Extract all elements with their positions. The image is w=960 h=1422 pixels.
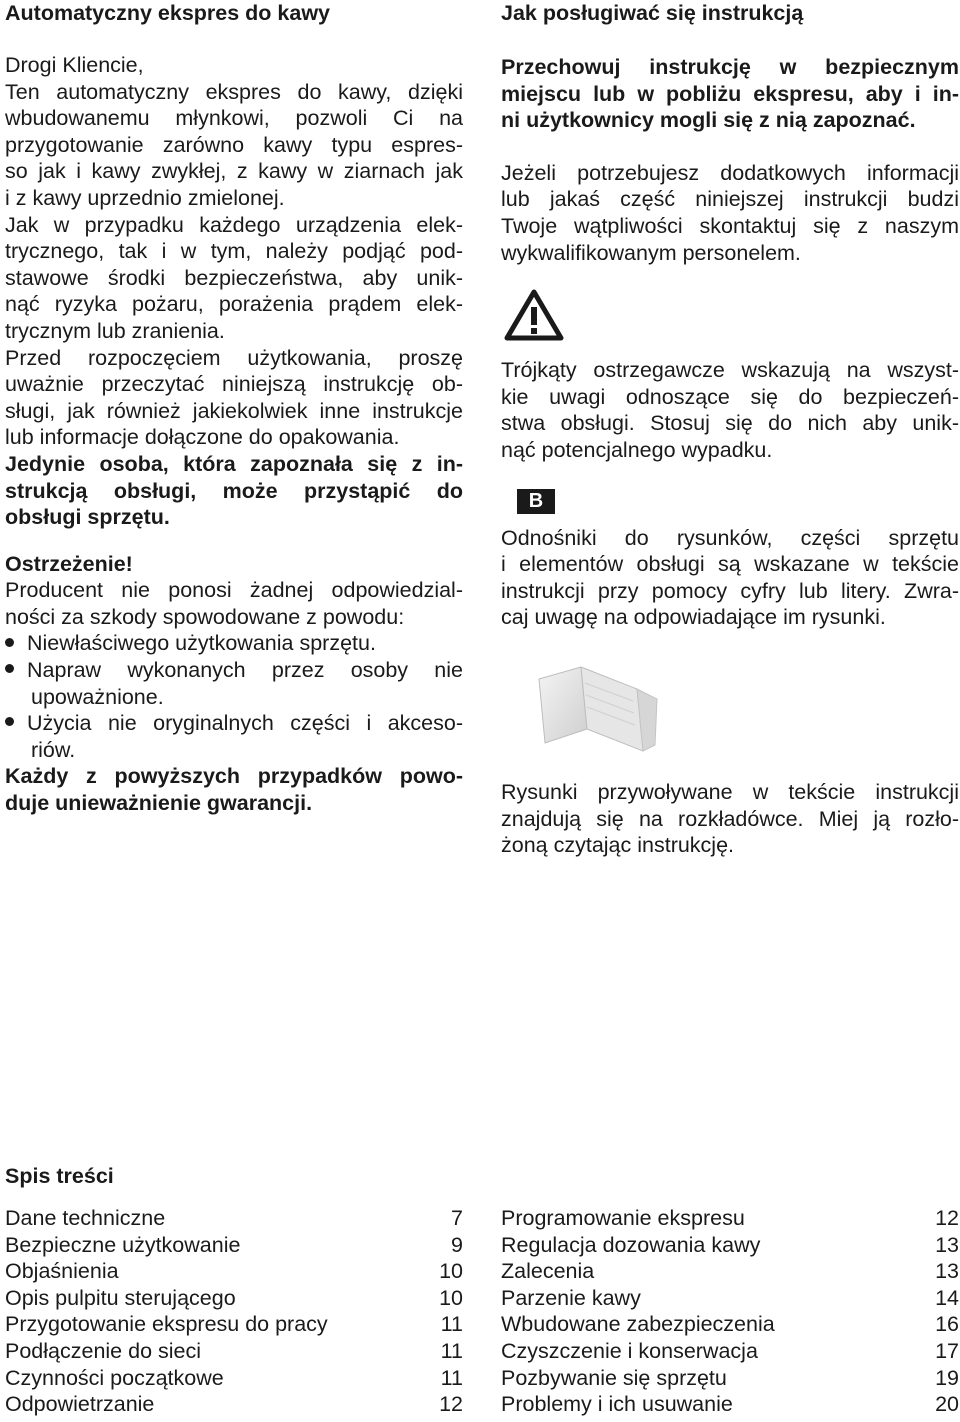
page-title: Automatyczny ekspres do kawy: [5, 1, 331, 25]
text-line: wbudowanemu młynkowi, pozwoli Ci na: [5, 106, 463, 131]
greeting-line: Drogi Kliencie,: [5, 53, 144, 77]
bullet-icon: [5, 638, 14, 647]
toc-left-list: [5, 1205, 463, 1418]
toc-row[interactable]: Programowanie ekspresu 12: [501, 1206, 959, 1230]
text-line: żoną czytając instrukcję.: [501, 833, 735, 858]
text-line: Ten automatyczny ekspres do kawy, dzięki: [5, 79, 463, 104]
warning-paragraph: [5, 577, 463, 630]
text-line: Jeżeli potrzebujesz dodatkowych informacji: [501, 160, 959, 185]
toc-row[interactable]: Problemy i ich usuwanie 20: [501, 1392, 959, 1417]
text-line: so jak i kawy zwykłej, z kawy w ziarnach jak: [5, 159, 463, 184]
keep-instructions-paragraph: [501, 54, 959, 134]
text-line: instrukcji przy pomocy cyfry lub litery. Zwra-: [501, 578, 959, 603]
triangle-paragraph: [501, 357, 959, 463]
toc-row[interactable]: Dane techniczne 7: [5, 1206, 463, 1230]
reference-badge: B: [517, 489, 555, 514]
text-line: i z kawy uprzednio zmielonej.: [5, 185, 285, 210]
text-line: kie uwagi odnoszące się do bezpieczeń-: [501, 384, 959, 409]
toc-row[interactable]: Przygotowanie ekspresu do pracy 11: [5, 1312, 463, 1337]
toc-row[interactable]: Wbudowane zabezpieczenia 16: [501, 1312, 959, 1337]
text-line: lub informacje dołączone do opakowania.: [5, 425, 400, 450]
intro-paragraph: [5, 52, 463, 212]
safety-paragraph: [5, 212, 463, 345]
toc-row[interactable]: Objaśnienia 10: [5, 1259, 463, 1284]
text-line: znajdują się na rozkładówce. Miej ją rozło-: [501, 806, 959, 831]
text-line: stwa obsługi. Stosuj się do nich aby unik-: [501, 411, 959, 436]
text-line: caj uwagę na odpowiadające im rysunki.: [501, 605, 886, 630]
list-item-continuation: upoważnione.: [31, 684, 164, 709]
right-column: [501, 0, 959, 859]
text-line: Trójkąty ostrzegawcze wskazują na wszyst-: [501, 358, 959, 383]
toc-row[interactable]: Opis pulpitu sterującego 10: [5, 1285, 463, 1310]
section-title: Jak posługiwać się instrukcją: [501, 1, 804, 25]
text-line: i elementów obsługi są wskazane w tekście: [501, 552, 959, 577]
folded-manual-icon: [525, 659, 959, 759]
toc-row[interactable]: Bezpieczne użytkowanie 9: [5, 1232, 463, 1257]
warning-title: Ostrzeżenie!: [5, 551, 133, 576]
text-line: Jak w przypadku każdego urządzenia elek-: [5, 212, 463, 237]
drawings-paragraph: [501, 779, 959, 859]
text-line: Przed rozpoczęciem użytkowania, proszę: [5, 345, 463, 370]
text-line: nąć ryzyka pożaru, porażenia prądem elek-: [5, 292, 463, 317]
text-line: wykwalifikowanym personelem.: [501, 240, 801, 265]
list-item-continuation: riów.: [31, 737, 76, 762]
text-line: miejscu lub w pobliżu ekspresu, aby i in-: [501, 81, 959, 106]
text-line: trycznym lub zranienia.: [5, 318, 225, 343]
text-line: nąć potencjalnego wypadku.: [501, 437, 773, 462]
toc-row[interactable]: Pozbywanie się sprzętu 19: [501, 1365, 959, 1390]
text-line: strukcją obsługi, może przystąpić do: [5, 478, 463, 503]
text-line: lub jakaś część niniejszej instrukcji budzi: [501, 187, 959, 212]
warning-triangle-icon: [503, 288, 959, 347]
text-line: uważnie przeczytać niniejszą instrukcję ob-: [5, 372, 463, 397]
text-line: Rysunki przywoływane w tekście instrukcji: [501, 779, 959, 804]
toc-row[interactable]: Czynności początkowe 11: [5, 1365, 463, 1390]
text-line: Twoje wątpliwości skontaktuj się z naszym: [501, 213, 959, 238]
text-line: Jedynie osoba, która zapoznała się z in-: [5, 451, 463, 476]
toc-row[interactable]: Parzenie kawy 14: [501, 1285, 959, 1310]
warning-bullet-list: [5, 630, 463, 763]
text-line: stawowe środki bezpieczeństwa, aby unik-: [5, 265, 463, 290]
info-paragraph: [501, 160, 959, 266]
toc-title: Spis treści: [5, 1164, 114, 1188]
toc-row[interactable]: Odpowietrzanie 12: [5, 1392, 463, 1417]
warranty-paragraph: [5, 763, 463, 816]
badge-row: [501, 489, 959, 525]
list-item: Napraw wykonanych przez osoby nie: [5, 657, 463, 684]
read-paragraph: [5, 345, 463, 451]
left-column: [5, 0, 463, 817]
toc-row[interactable]: Regulacja dozowania kawy 13: [501, 1232, 959, 1257]
text-line: ni użytkownicy mogli się z nią zapoznać.: [501, 108, 916, 133]
text-line: Przechowuj instrukcję w bezpiecznym: [501, 55, 959, 79]
toc-row[interactable]: Czyszczenie i konserwacja 17: [501, 1338, 959, 1363]
text-line: Każdy z powyższych przypadków powo-: [5, 764, 463, 789]
list-item: Niewłaściwego użytkowania sprzętu.: [5, 630, 463, 657]
toc-row[interactable]: Zalecenia 13: [501, 1259, 959, 1284]
text-line: Producent nie ponosi żadnej odpowiedzial-: [5, 578, 463, 603]
text-line: duje unieważnienie gwarancji.: [5, 791, 313, 816]
bullet-icon: [5, 664, 14, 673]
text-line: obsługi sprzętu.: [5, 505, 170, 530]
qualified-person-paragraph: [5, 451, 463, 531]
toc-row[interactable]: Podłączenie do sieci 11: [5, 1338, 463, 1363]
text-line: przygotowanie zarówno kawy typu espres-: [5, 132, 463, 157]
references-paragraph: [501, 525, 959, 631]
text-line: trycznego, tak i w tym, należy podjąć pod-: [5, 239, 463, 264]
text-line: Odnośniki do rysunków, części sprzętu: [501, 525, 959, 550]
text-line: ności za szkody spowodowane z powodu:: [5, 604, 405, 629]
toc-right-list: [501, 1205, 959, 1418]
list-item: Użycia nie oryginalnych części i akceso-: [5, 710, 463, 737]
bullet-icon: [5, 717, 14, 726]
text-line: sługi, jak również jakiekolwiek inne instrukcje: [5, 398, 463, 423]
